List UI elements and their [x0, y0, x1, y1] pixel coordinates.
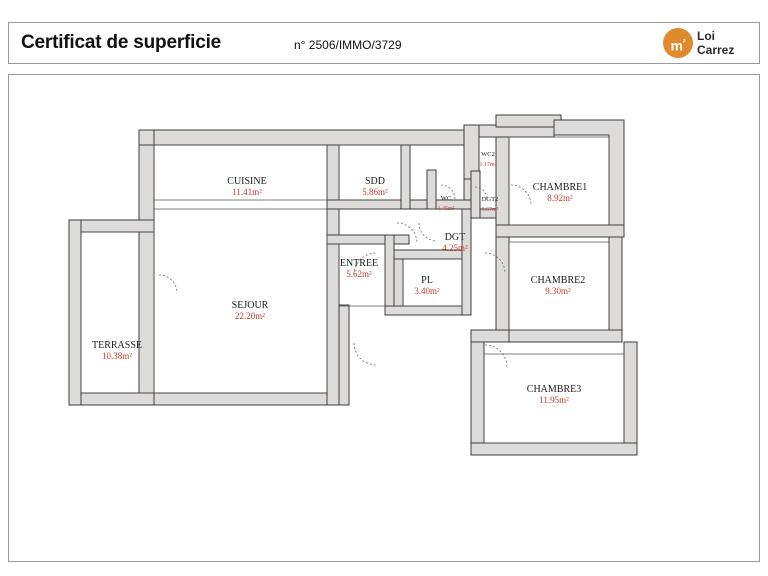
- room-label: PL 3.40m²: [414, 275, 440, 296]
- room-label: CHAMBRE1 8.92m²: [532, 182, 588, 203]
- loi-carrez-logo-icon: [663, 28, 693, 58]
- room-label: CHAMBRE2 9.30m²: [530, 275, 586, 296]
- logo-text-line1: Loi: [697, 29, 715, 43]
- logo-text-line2: Carrez: [697, 43, 735, 57]
- room-label: SEJOUR 22.20m²: [231, 300, 269, 321]
- document-header: [8, 22, 760, 64]
- room-label: DGT 4.25m²: [442, 232, 468, 253]
- room-label: TERRASSE 10.38m²: [91, 340, 143, 361]
- floor-plan-frame: [8, 74, 760, 562]
- page-title: Certificat de superficie: [21, 32, 222, 53]
- logo-badge-letter: m: [670, 37, 683, 54]
- room-label: CHAMBRE3 11.95m²: [526, 384, 582, 405]
- floor-plan-drawing: [9, 75, 759, 561]
- document-reference: n° 2506/IMMO/3729: [294, 38, 402, 52]
- room-label: DGT2 1.67m²: [481, 196, 499, 213]
- logo-badge-exponent: ²: [682, 38, 686, 47]
- room-label: CUISINE 11.41m²: [227, 176, 267, 197]
- logo-text: [697, 29, 759, 57]
- room-label: WC2 1.17m²: [479, 151, 497, 168]
- room-label: WC 1.45m²: [437, 195, 455, 212]
- room-label: SDD 5.86m²: [362, 176, 388, 197]
- room-label: ENTREE 5.62m²: [339, 258, 379, 279]
